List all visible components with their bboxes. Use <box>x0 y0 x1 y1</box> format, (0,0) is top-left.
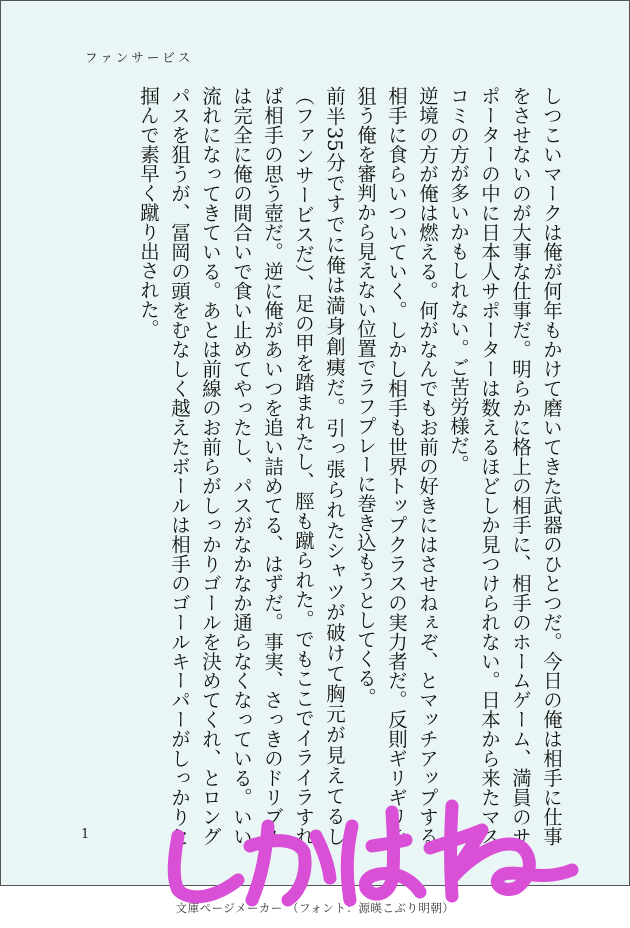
paragraph: 前半35分ですでに俺は満身創痍だ。引っ張られたシャツが破けて胸元が見えてるし（ファンサービスだ）、足の甲を踏まれたし、脛も蹴られた。でもここでイライラすれば相手の思う壺だ。逆に俺があいつを追い詰めてる、はずだ。事実、さっきのドリブルは完全に俺の間合いで食い止めてやったし、パスがなかなか通らなくなっている。いい流れになってきている。あとは前線のお前らがしっかりゴールを決めてくれ、とロングパスを狙うが、冨岡の頭をむなしく越えたボールは相手のゴールキーパーがしっかりと掴んで素早く蹴り出された。 <box>137 86 346 846</box>
running-header-title: ファンサービス <box>85 50 194 65</box>
paragraph: 逆境の方が俺は燃える。何がなんでもお前の好きにはさせねぇぞ、とマッチアップする相手に食らいついていく。しかし相手も世界トップクラスの実力者だ。反則ギリギリを狙う俺を審判から見えない位置でラフプレーに巻き込もうとしてくる。 <box>354 86 439 846</box>
paragraph: しつこいマークは俺が何年もかけて磨いてきた武器のひとつだ。今日の俺は相手に仕事をさせないのが大事な仕事だ。明らかに格上の相手に、相手のホームゲーム、満員のサポーターの中に日本人サポーターは数えるほどしか見つけられない。日本から来たマスコミの方が多いかもしれない。ご苦労様だ。 <box>447 86 563 846</box>
footer-caption: 文庫ページメーカー （フォント：源暎こぶり明朝） <box>175 901 455 915</box>
page-number: 1 <box>81 827 90 842</box>
vertical-body-text <box>77 86 567 846</box>
